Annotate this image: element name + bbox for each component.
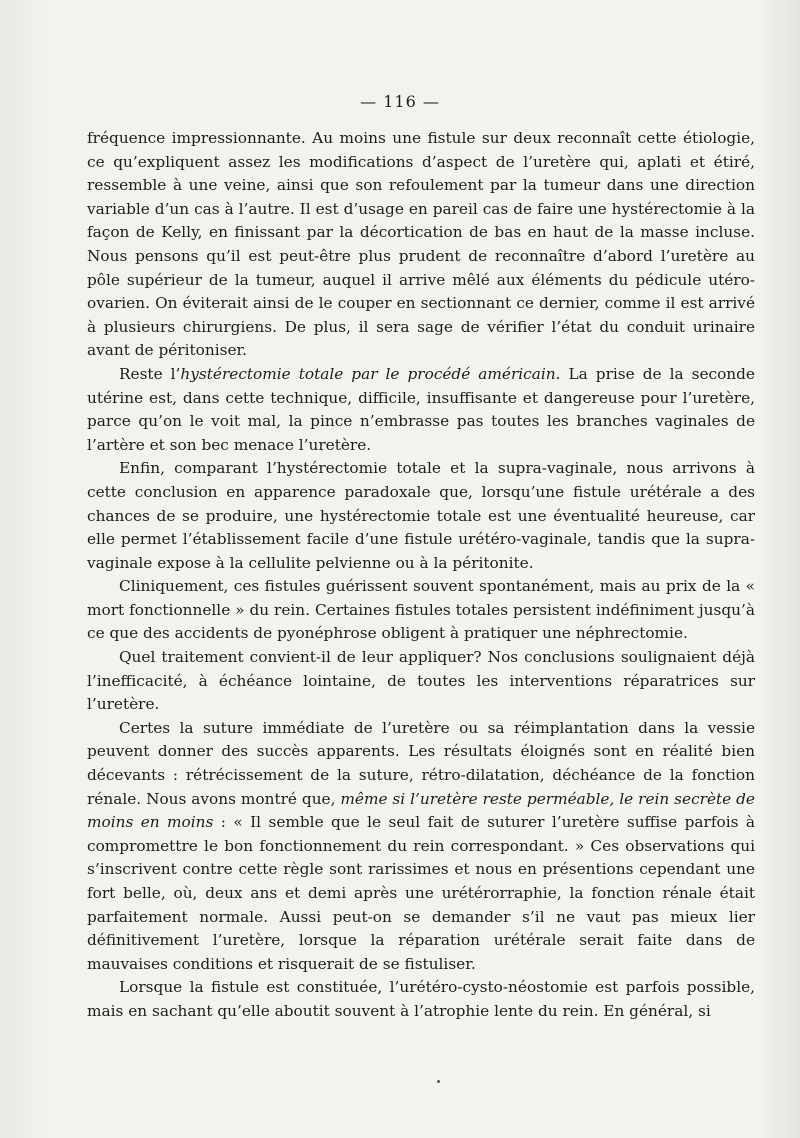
paragraph — [87, 575, 755, 646]
text-segment: Lorsque la fistule est constituée, l’urétéro-cysto-néostomie est parfois possible, mais en sachant qu’elle aboutit souvent à l’atrophie lente du rein. En général, si — [87, 978, 755, 1020]
paragraph — [87, 457, 755, 575]
ink-dot — [437, 1080, 440, 1083]
text-segment: Enfin, comparant l’hystérectomie totale et la supra-vaginale, nous arrivons à cette conclusion en apparence paradoxale que, lorsqu’une fistule urétérale a des chances de se produire, une hystérectomie totale est une éventualité heureuse, car elle permet l’établissement facile d’une fistule urétéro-vaginale, tandis que la supra-vaginale expose à la cellulite pelvienne ou à la péritonite. — [87, 459, 755, 572]
paragraph — [87, 976, 755, 1023]
italic-text-segment: même si l’uretère reste perméable, le rein secrète de moins en moins — [87, 789, 755, 832]
paragraph — [87, 363, 755, 457]
page-number: — 116 — — [360, 92, 440, 111]
paragraph — [87, 717, 755, 977]
body-text — [87, 127, 755, 1024]
paragraph — [87, 127, 755, 363]
text-segment: : « Il semble que le seul fait de suturer l’uretère suffise parfois à compromettre le bon fonctionnement du rein correspondant. » Ces observations qui s’inscrivent contre cette règle sont rarissimes et nous en présentions cependant une fort belle, où, deux ans et demi après une urétérorraphie, la fonction rénale était parfaitement normale. Aussi peut-on se demander s’il ne vaut pas mieux lier définitivement l’uretère, lorsque la réparation urétérale serait faite dans de mauvaises conditions et risquerait de se fistuliser. — [87, 813, 755, 973]
text-segment: Cliniquement, ces fistules guérissent souvent spontanément, mais au prix de la « mort fonctionnelle » du rein. Certaines fistules totales persistent indéfiniment jusqu’à ce que des accidents de pyonéphrose obligent à pratiquer une néphrectomie. — [87, 577, 755, 643]
text-segment: Certes la suture immédiate de l’uretère ou sa réimplantation dans la vessie peuvent donner des succès apparents. Les résultats éloignés sont en réalité bien décevants : rétrécissement de la suture, rétro-dilatation, déchéance de la fonction rénale. Nous avons montré que, — [87, 718, 755, 808]
text-segment: La prise de la seconde utérine est, dans cette technique, difficile, insuffisante et dangereuse pour l’uretère, parce qu’on le voit mal, la pince n’embrasse pas toutes les branches vaginales de l’artère et son bec menace l’uretère. — [87, 364, 755, 454]
paragraph — [87, 646, 755, 717]
italic-text-segment: hystérectomie totale par le procédé américain. — [180, 364, 561, 383]
text-segment: fréquence impressionnante. Au moins une fistule sur deux reconnaît cette étiologie, ce qu’expliquent assez les modifications d’aspect de l’uretère qui, aplati et étiré, ressemble à une veine, ainsi que son refoulement par la tumeur dans une direction variable d’un cas à l’autre. Il est d’usage en pareil cas de faire une hystérectomie à la façon de Kelly, en finissant par la décortication de bas en haut de la masse incluse. Nous pensons qu’il est peut-être plus prudent de reconnaître d’abord l’uretère au pôle supérieur de la tumeur, auquel il arrive mêlé aux éléments du pédicule utéro-ovarien. On éviterait ainsi de le couper en sectionnant ce dernier, comme il est arrivé à plusieurs chirurgiens. De plus, il sera sage de vérifier l’état du conduit urinaire avant de péritoniser. — [87, 129, 755, 360]
text-segment: Quel traitement convient-il de leur appliquer? Nos conclusions soulignaient déjà l’inefficacité, à échéance lointaine, de toutes les interventions réparatrices sur l’uretère. — [87, 648, 755, 714]
text-segment: Reste l’ — [119, 364, 181, 383]
